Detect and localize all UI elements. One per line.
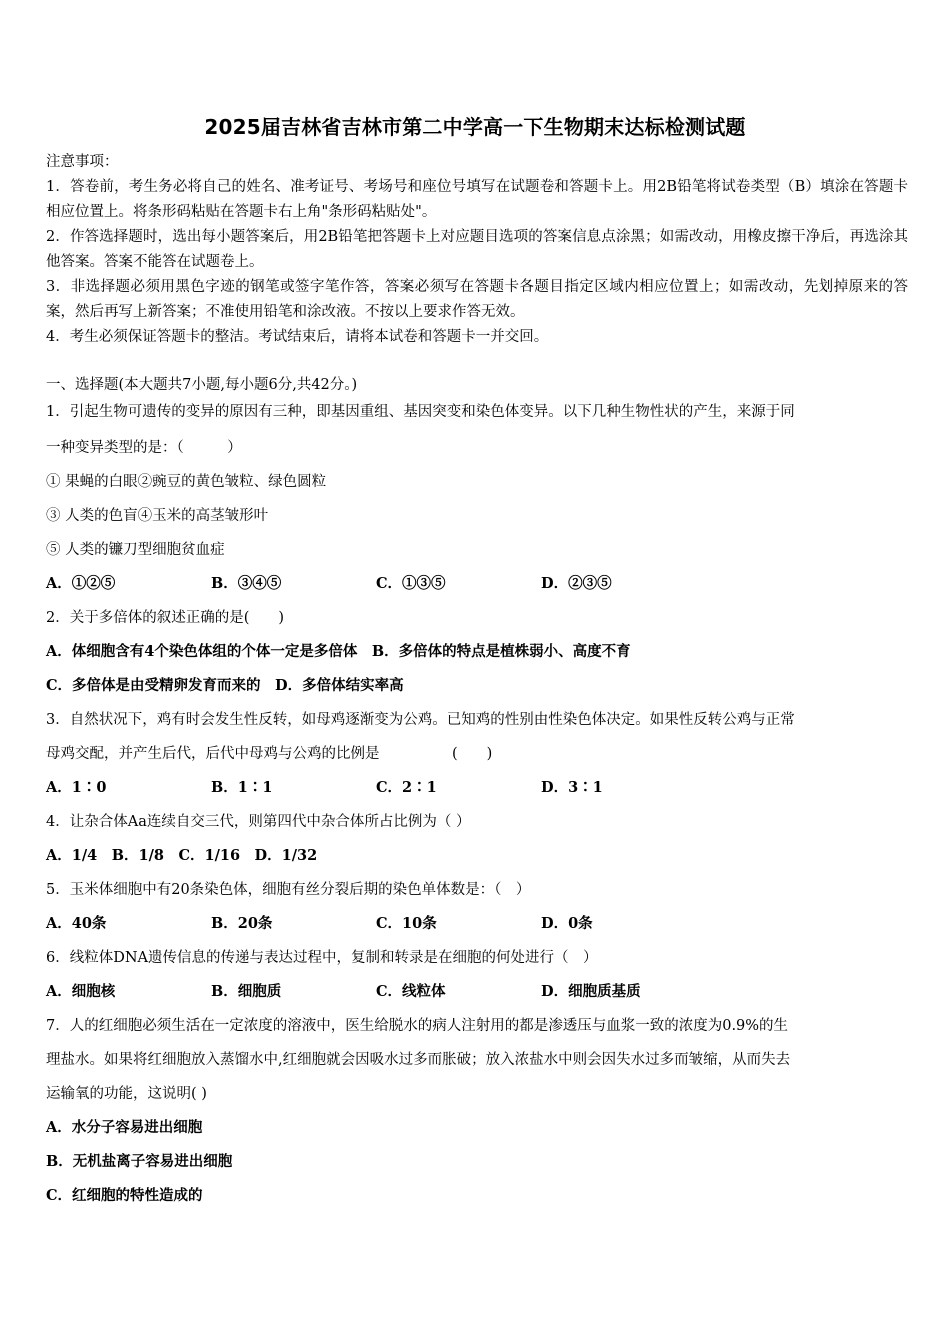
option-c[interactable]: C．10条 xyxy=(376,915,437,932)
notice-item: 1．答卷前，考生务必将自己的姓名、准考证号、考场号和座位号填写在试题卷和答题卡上。用2B铅笔将试卷类型（B）填涂在答题卡相应位置上。将条形码粘贴在答题卡右上角"条形码粘贴处"。 xyxy=(46,179,908,220)
question-2-stem: 2．关于多倍体的叙述正确的是( ) xyxy=(46,610,285,626)
notice-heading: 注意事项： xyxy=(46,154,119,170)
option-d[interactable]: D．0条 xyxy=(541,915,593,932)
question-5-stem: 5．玉米体细胞中有20条染色体，细胞有丝分裂后期的染色单体数是：（ ） xyxy=(46,882,531,898)
question-1-options xyxy=(46,567,908,601)
notice-block xyxy=(46,150,908,350)
question-3-stem-cont: 母鸡交配，并产生后代，后代中母鸡与公鸡的比例是 ( ) xyxy=(46,746,493,762)
option-a[interactable]: A．水分子容易进出细胞 xyxy=(46,1119,203,1136)
notice-item: 3．非选择题必须用黑色字迹的钢笔或签字笔作答，答案必须写在答题卡各题目指定区域内相应位置上；如需改动，先划掉原来的答案，然后再写上新答案；不准使用铅笔和涂改液。不按以上要求作答无效。 xyxy=(46,279,908,320)
option-b[interactable]: B．1∶1 xyxy=(211,779,273,796)
option-b[interactable]: B．③④⑤ xyxy=(211,575,282,592)
questions-block xyxy=(46,373,908,1213)
question-1-item: ③ 人类的色盲④玉米的高茎皱形叶 xyxy=(46,508,269,524)
question-3-options xyxy=(46,771,908,805)
question-1-item: ① 果蝇的白眼②豌豆的黄色皱粒、绿色圆粒 xyxy=(46,474,327,490)
option-c[interactable]: C．①③⑤ xyxy=(376,575,446,592)
question-4-options[interactable]: A．1/4 B．1/8 C．1/16 D．1/32 xyxy=(46,847,318,864)
page-title: 2025届吉林省吉林市第二中学高一下生物期末达标检测试题 xyxy=(204,115,746,139)
option-a[interactable]: A．40条 xyxy=(46,915,107,932)
question-7-stem-cont: 理盐水。如果将红细胞放入蒸馏水中,红细胞就会因吸水过多而胀破；放入浓盐水中则会因失水过多而皱缩，从而失去 xyxy=(46,1052,791,1068)
question-5-options xyxy=(46,907,908,941)
question-1-item: ⑤ 人类的镰刀型细胞贫血症 xyxy=(46,542,225,558)
question-1-stem: 1．引起生物可遗传的变异的原因有三种，即基因重组、基因突变和染色体变异。以下几种生物性状的产生，来源于同 xyxy=(46,404,795,420)
question-6-options xyxy=(46,975,908,1009)
notice-item: 2．作答选择题时，选出每小题答案后，用2B铅笔把答题卡上对应题目选项的答案信息点涂黑；如需改动，用橡皮擦干净后，再选涂其他答案。答案不能答在试题卷上。 xyxy=(46,229,908,270)
option-d[interactable]: D．细胞质基质 xyxy=(541,983,641,1000)
option-d[interactable]: D．3∶1 xyxy=(541,779,603,796)
option-a[interactable]: A．①②⑤ xyxy=(46,575,116,592)
option-d[interactable]: D．②③⑤ xyxy=(541,575,612,592)
option-b[interactable]: B．细胞质 xyxy=(211,983,282,1000)
notice-item: 4．考生必须保证答题卡的整洁。考试结束后，请将本试卷和答题卡一并交回。 xyxy=(46,329,549,345)
question-1-stem-cont: 一种变异类型的是：（ ） xyxy=(46,440,242,456)
question-3-stem: 3．自然状况下，鸡有时会发生性反转，如母鸡逐渐变为公鸡。已知鸡的性别由性染色体决定。如果性反转公鸡与正常 xyxy=(46,712,795,728)
question-7-stem: 7．人的红细胞必须生活在一定浓度的溶液中，医生给脱水的病人注射用的都是渗透压与血浆一致的浓度为0.9%的生 xyxy=(46,1018,789,1034)
option-a[interactable]: A．1∶0 xyxy=(46,779,107,796)
question-4-stem: 4．让杂合体Aa连续自交三代，则第四代中杂合体所占比例为（ ） xyxy=(46,814,471,830)
question-2-options-row[interactable]: A．体细胞含有4个染色体组的个体一定是多倍体 B．多倍体的特点是植株弱小、高度不育 xyxy=(46,643,631,660)
question-6-stem: 6．线粒体DNA遗传信息的传递与表达过程中，复制和转录是在细胞的何处进行（ ） xyxy=(46,950,598,966)
section-heading: 一、选择题(本大题共7小题,每小题6分,共42分。) xyxy=(46,377,358,393)
option-c[interactable]: C．红细胞的特性造成的 xyxy=(46,1187,203,1204)
option-a[interactable]: A．细胞核 xyxy=(46,983,116,1000)
option-c[interactable]: C．线粒体 xyxy=(376,983,446,1000)
option-b[interactable]: B．无机盐离子容易进出细胞 xyxy=(46,1153,233,1170)
option-c[interactable]: C．2∶1 xyxy=(376,779,437,796)
question-7-stem-cont: 运输氧的功能，这说明( ) xyxy=(46,1086,207,1102)
option-b[interactable]: B．20条 xyxy=(211,915,273,932)
question-2-options-row[interactable]: C．多倍体是由受精卵发育而来的 D．多倍体结实率高 xyxy=(46,677,404,694)
